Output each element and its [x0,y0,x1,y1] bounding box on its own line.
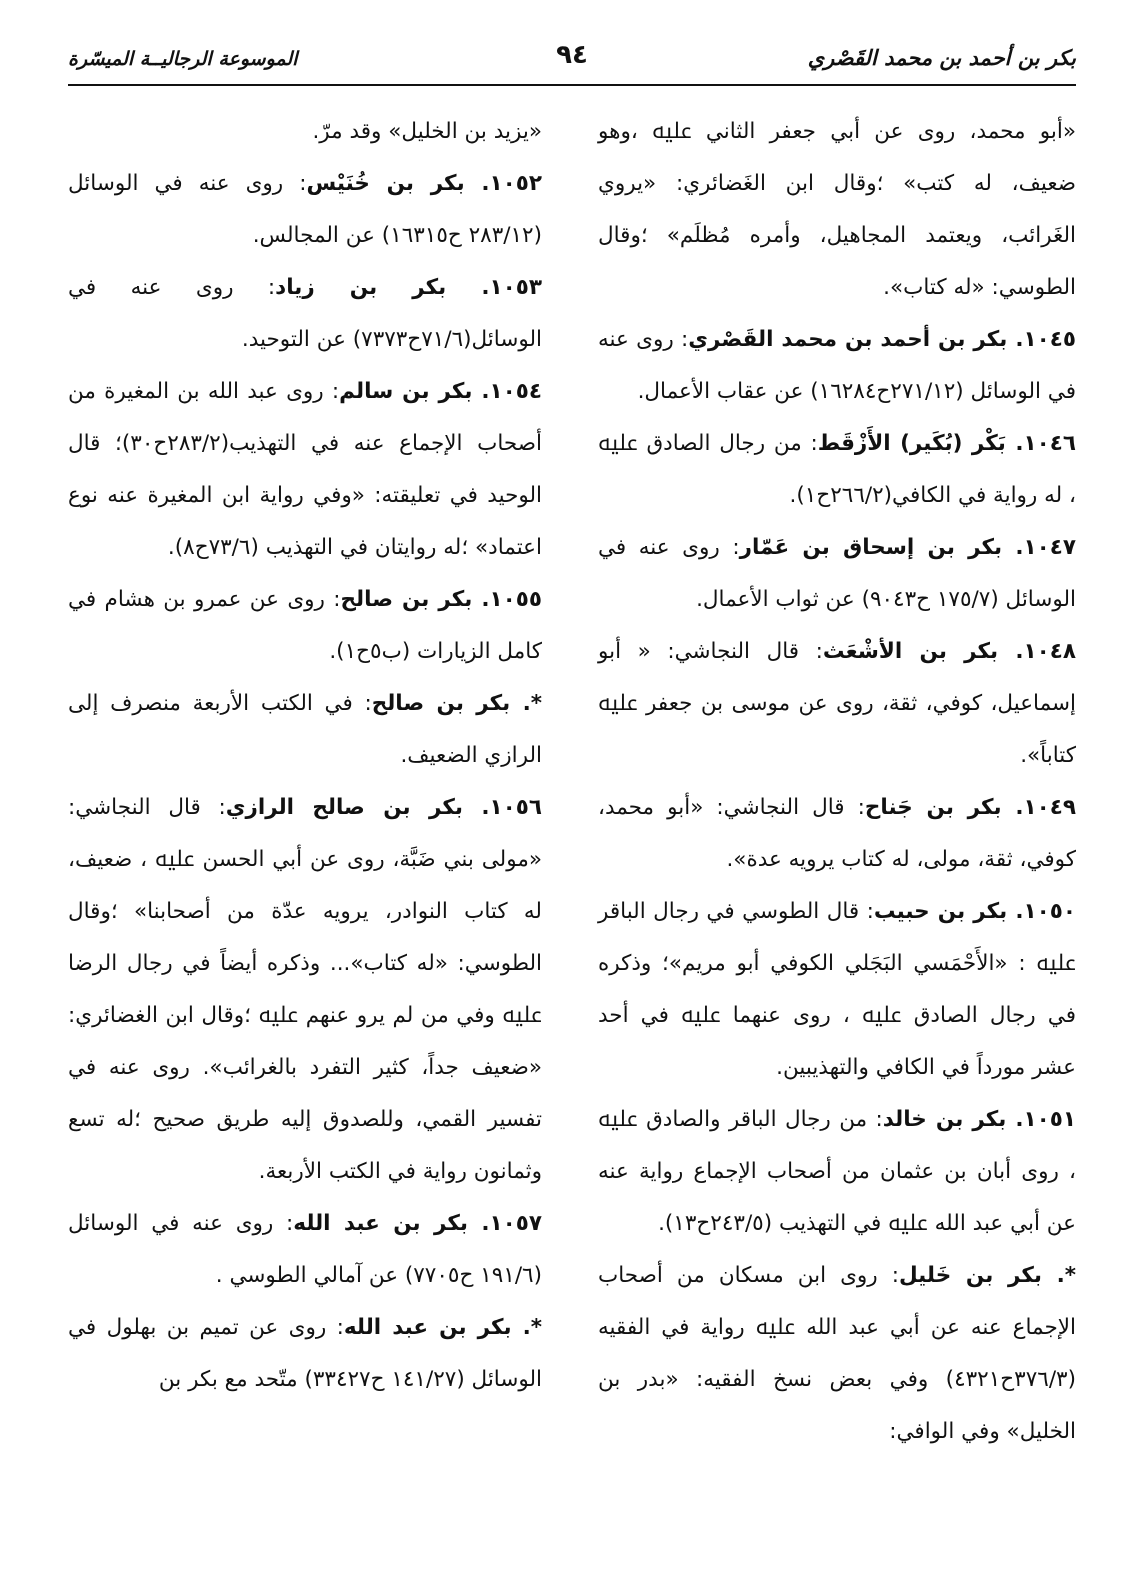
entry-text: : من رجال الباقر والصادق ﷷ ، روى أبان بن عثمان من أصحاب الإجماع رواية عنه عن أبي عبد الله ﷷ في التهذيب (٢٤٣/٥ح١٣). [598,1107,1076,1236]
entry-text: : قال النجاشي: « أبو إسماعيل، كوفي، ثقة، روى عن موسى بن جعفر ﷷ كتاباً». [598,639,1076,768]
entry [68,366,542,574]
entry-name: بكر بن خَليل [898,1263,1042,1288]
entry [68,678,542,782]
entry-number: ١٠٥٢. [464,171,542,196]
entry-number: *. [510,691,543,716]
entry-text: : روى ابن مسكان من أصحاب الإجماع عنه عن أبي عبد الله ﷷ رواية في الفقيه (٣٧٦/٣ح٤٣٢١) وفي بعض نسخ الفقيه: «بدر بن الخليل» وفي الوافي: [598,1263,1076,1444]
entry [68,782,542,1198]
entry-text: : قال النجاشي: «مولى بني ضَبَّة، روى عن أبي الحسن ﷷ ، ضعيف، له كتاب النوادر، يرويه عدّة من أصحابنا» ؛وقال الطوسي: «له كتاب»... وذكره أيضاً في رجال الرضا ﷷ وفي من لم يرو عنهم ﷷ ؛وقال ابن الغضائري: «ضعيف جداً، كثير التفرد بالغرائب». روى عنه في تفسير القمي، وللصدوق إليه طريق صحيح ؛له تسع وثمانون رواية في الكتب الأربعة. [68,795,542,1184]
entry-name: بكر بن خُنَيْس [306,171,465,196]
entry [68,1302,542,1406]
entry-name: بَكْر (بُكَير) الأَزْقَط [817,431,1006,456]
entry-name: بكر بن أحمد بن محمد القَصْري [688,327,1008,352]
running-title-right: بكر بن أحمد بن محمد القَصْري [807,46,1076,70]
entry-number: ١٠٥٦. [462,795,542,820]
entry-name: بكر بن عبد الله [293,1211,468,1236]
entry-name: بكر بن صالح الرازي [225,795,463,820]
entry-text: : روى عن عمرو بن هشام في كامل الزيارات (ب٥ح١). [68,587,542,664]
page-number: ٩٤ [556,40,588,70]
entry-text: : قال الطوسي في رجال الباقر ﷷ : «الأَحْمَسي البَجَلي الكوفي أبو مريم»؛ وذكره في رجال الصادق ﷷ ، روى عنهما ﷷ في أحد عشر مورداً في الكافي والتهذيبين. [598,899,1076,1080]
entry-number: *. [1041,1263,1076,1288]
entry [598,1094,1076,1250]
entry-name: بكر بن سالم [339,379,473,404]
entry [598,314,1076,418]
entry-text: : روى عنه في الوسائل(٧١/٦ح٧٣٧٣) عن التوحيد. [68,275,542,352]
entry-text: : روى عنه في الوسائل (١٩١/٦ ح٧٧٠٥) عن آمالي الطوسي . [68,1211,542,1288]
entry-text: : روى عنه في الوسائل (٢٨٣/١٢ ح١٦٣١٥) عن المجالس. [68,171,542,248]
entry [68,158,542,262]
entry-text: : في الكتب الأربعة منصرف إلى الرازي الضعيف. [68,691,542,768]
entry-text: : قال النجاشي: «أبو محمد، كوفي، ثقة، مولى، له كتاب يرويه عدة». [598,795,1076,872]
entry [68,574,542,678]
entry [68,106,542,158]
entry [598,1250,1076,1458]
entry-name: بكر بن حبيب [873,899,1008,924]
entry-number: ١٠٥٣. [446,275,542,300]
entry [598,782,1076,886]
entry-name: بكر بن الأشْعَث [822,639,999,664]
entry-text: : روى عنه في الوسائل (٢٧١/١٢ح١٦٢٨٤) عن عقاب الأعمال. [598,327,1076,404]
entry-text: : من رجال الصادق ﷷ ، له رواية في الكافي(٢٦٦/٢ح١). [598,431,1076,508]
entry-number: ١٠٥٠. [1007,899,1076,924]
right-column [598,106,1076,1548]
entry-text: : روى عنه في الوسائل (١٧٥/٧ ح٩٠٤٣) عن ثواب الأعمال. [598,535,1076,612]
entry-name: بكر بن جَناح [864,795,1002,820]
entry [598,418,1076,522]
entry-number: ١٠٥٥. [472,587,542,612]
page-header [68,40,1076,86]
entry [598,886,1076,1094]
entry-number: ١٠٥٤. [472,379,542,404]
entry-text: : روى عبد الله بن المغيرة من أصحاب الإجماع عنه في التهذيب(٢٨٣/٢ح٣٠)؛ قال الوحيد في تعليقته: «وفي رواية ابن المغيرة عنه نوع اعتماد» ؛له روايتان في التهذيب (٧٣/٦ح٨). [68,379,542,560]
entry [598,106,1076,314]
entry-name: بكر بن خالد [882,1107,1007,1132]
entry-text: «يزيد بن الخليل» وقد مرّ. [312,119,542,144]
entry-number: ١٠٤٩. [1001,795,1077,820]
entry-name: بكر بن زياد [275,275,447,300]
entry-number: ١٠٥٧. [467,1211,543,1236]
entry-text: «أبو محمد، روى عن أبي جعفر الثاني ﷷ ،وهو ضعيف، له كتب» ؛وقال ابن الغَضائري: «يروي الغَرائب، ويعتمد المجاهيل، وأمره مُظلَم» ؛وقال الطوسي: «له كتاب». [598,119,1076,300]
entry [68,262,542,366]
running-title-left: الموسوعة الرجاليــة الميسّرة [68,48,298,70]
entry-number: ١٠٥١. [1006,1107,1077,1132]
entry [68,1198,542,1302]
entry-number: ١٠٤٨. [998,639,1076,664]
entry-number: ١٠٤٥. [1007,327,1076,352]
entry-number: *. [511,1315,542,1340]
entry-name: بكر بن صالح [371,691,511,716]
entry-text: : روى عن تميم بن بهلول في الوسائل (١٤١/٢٧ ح٣٣٤٢٧) متّحد مع بكر بن [68,1315,542,1392]
entry [598,522,1076,626]
entry-name: بكر بن إسحاق بن عَمّار [739,535,1003,560]
entry-number: ١٠٤٦. [1005,431,1076,456]
entry-name: بكر بن عبد الله [343,1315,512,1340]
entry-number: ١٠٤٧. [1002,535,1076,560]
entry [598,626,1076,782]
left-column [68,106,542,1548]
entry-name: بكر بن صالح [340,587,473,612]
